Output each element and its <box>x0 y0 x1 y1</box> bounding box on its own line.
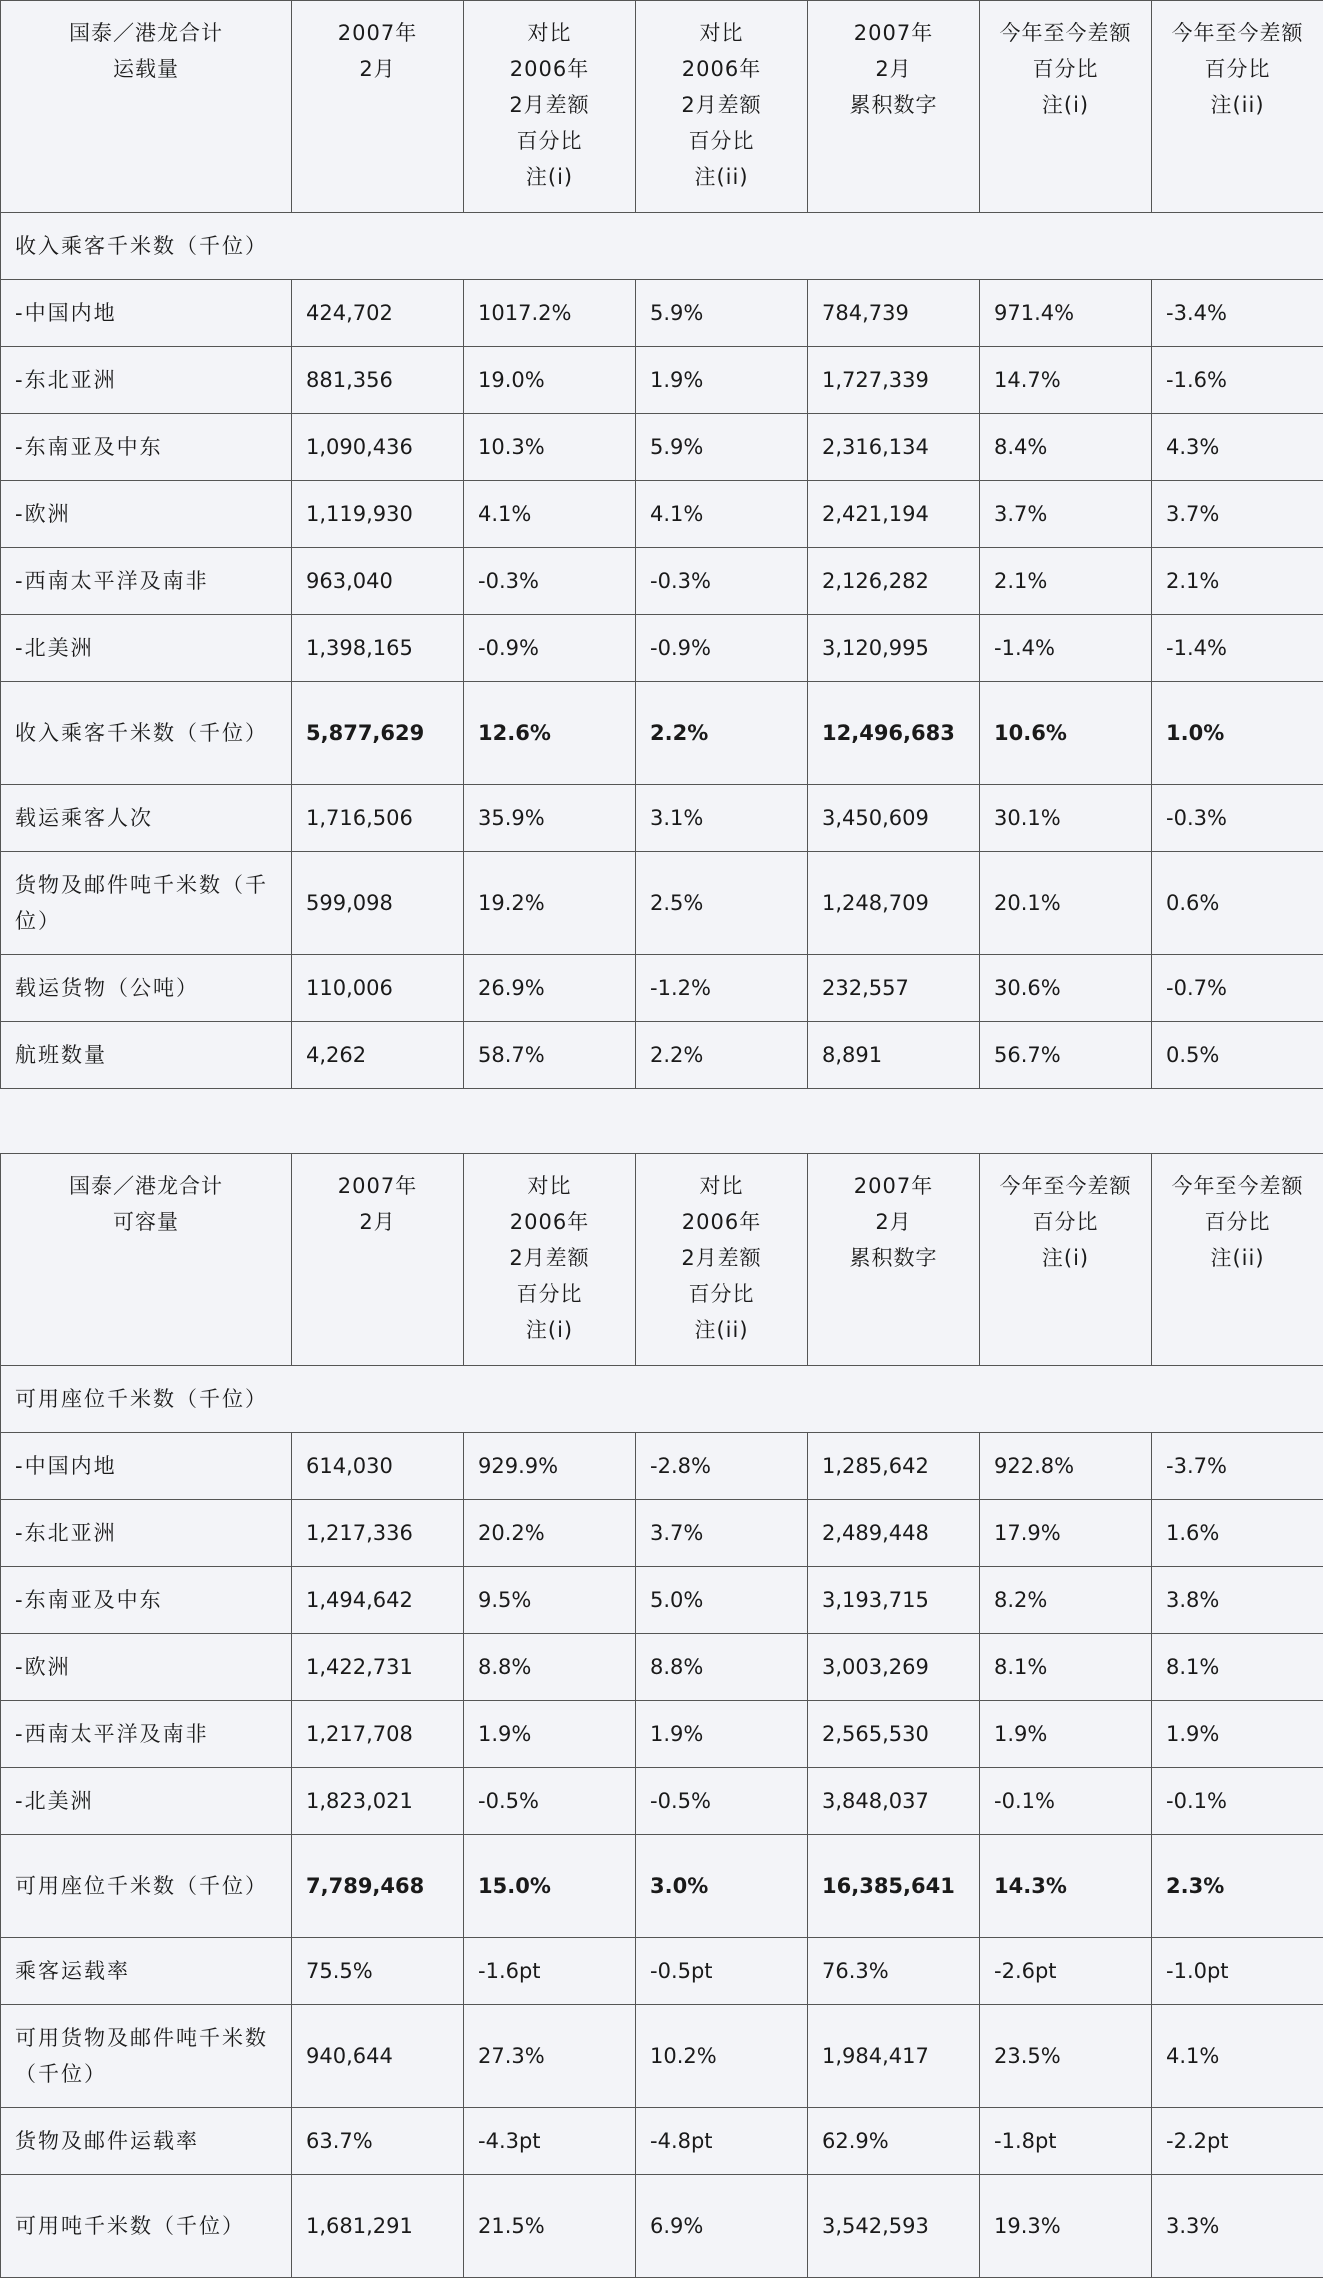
month-value: 4,262 <box>292 1022 464 1089</box>
ytd-i-value: 19.3% <box>980 2175 1152 2278</box>
ytd-ii-value: 8.1% <box>1152 1634 1323 1701</box>
change-ii-value: -4.8pt <box>636 2108 808 2175</box>
header-cell-change-ii: 对比 2006年 2月差额 百分比 注(ii) <box>636 1154 808 1366</box>
table-row <box>1 548 1323 615</box>
month-value: 963,040 <box>292 548 464 615</box>
header-row <box>1 1154 1323 1366</box>
table-row <box>1 2005 1323 2108</box>
ytd-ii-value: -3.4% <box>1152 280 1323 347</box>
ytd-i-value: 56.7% <box>980 1022 1152 1089</box>
change-i-value: 21.5% <box>464 2175 636 2278</box>
change-ii-value: 6.9% <box>636 2175 808 2278</box>
change-i-value: -0.3% <box>464 548 636 615</box>
header-cell-change-i: 对比 2006年 2月差额 百分比 注(i) <box>464 1154 636 1366</box>
row-label: -东北亚洲 <box>1 1500 292 1567</box>
table-row <box>1 1022 1323 1089</box>
change-ii-value: 2.2% <box>636 682 808 785</box>
cumulative-value: 3,848,037 <box>808 1768 980 1835</box>
ytd-i-value: 30.1% <box>980 785 1152 852</box>
cumulative-value: 1,727,339 <box>808 347 980 414</box>
change-i-value: -4.3pt <box>464 2108 636 2175</box>
month-value: 1,090,436 <box>292 414 464 481</box>
ytd-ii-value: 4.1% <box>1152 2005 1323 2108</box>
table-row <box>1 1500 1323 1567</box>
ytd-ii-value: -0.7% <box>1152 955 1323 1022</box>
traffic-table-header <box>1 1 1323 213</box>
row-label: -西南太平洋及南非 <box>1 1701 292 1768</box>
table-row <box>1 1768 1323 1835</box>
ytd-i-value: -1.8pt <box>980 2108 1152 2175</box>
ytd-i-value: 8.1% <box>980 1634 1152 1701</box>
row-label: 乘客运载率 <box>1 1938 292 2005</box>
ytd-i-value: 10.6% <box>980 682 1152 785</box>
capacity-table-header <box>1 1154 1323 1366</box>
ytd-i-value: 971.4% <box>980 280 1152 347</box>
header-cell-cumulative: 2007年 2月 累积数字 <box>808 1154 980 1366</box>
cumulative-value: 3,193,715 <box>808 1567 980 1634</box>
row-label: -欧洲 <box>1 1634 292 1701</box>
ytd-ii-value: -0.3% <box>1152 785 1323 852</box>
row-label: 收入乘客千米数（千位） <box>1 682 292 785</box>
row-label: 载运货物（公吨） <box>1 955 292 1022</box>
cumulative-value: 784,739 <box>808 280 980 347</box>
change-ii-value: -0.9% <box>636 615 808 682</box>
row-label: -东南亚及中东 <box>1 414 292 481</box>
table-row <box>1 2108 1323 2175</box>
change-i-value: 8.8% <box>464 1634 636 1701</box>
header-row <box>1 1 1323 213</box>
header-cell-ytd-i: 今年至今差额 百分比 注(i) <box>980 1154 1152 1366</box>
total-row <box>1 682 1323 785</box>
section-row <box>1 1366 1323 1433</box>
month-value: 614,030 <box>292 1433 464 1500</box>
ytd-ii-value: 0.6% <box>1152 852 1323 955</box>
change-i-value: -1.6pt <box>464 1938 636 2005</box>
change-i-value: 26.9% <box>464 955 636 1022</box>
table-row <box>1 280 1323 347</box>
change-i-value: 19.0% <box>464 347 636 414</box>
table-row <box>1 1634 1323 1701</box>
ytd-i-value: -0.1% <box>980 1768 1152 1835</box>
ytd-i-value: 23.5% <box>980 2005 1152 2108</box>
ytd-i-value: -1.4% <box>980 615 1152 682</box>
change-ii-value: 1.9% <box>636 1701 808 1768</box>
month-value: 424,702 <box>292 280 464 347</box>
month-value: 1,422,731 <box>292 1634 464 1701</box>
header-cell-change-ii: 对比 2006年 2月差额 百分比 注(ii) <box>636 1 808 213</box>
month-value: 940,644 <box>292 2005 464 2108</box>
change-i-value: 1.9% <box>464 1701 636 1768</box>
ytd-i-value: -2.6pt <box>980 1938 1152 2005</box>
change-ii-value: 1.9% <box>636 347 808 414</box>
cumulative-value: 1,248,709 <box>808 852 980 955</box>
header-cell-ytd-ii: 今年至今差额 百分比 注(ii) <box>1152 1154 1323 1366</box>
row-label: 可用吨千米数（千位） <box>1 2175 292 2278</box>
ytd-i-value: 2.1% <box>980 548 1152 615</box>
change-ii-value: -0.3% <box>636 548 808 615</box>
table-row <box>1 1567 1323 1634</box>
row-label: 货物及邮件运载率 <box>1 2108 292 2175</box>
ytd-ii-value: 1.6% <box>1152 1500 1323 1567</box>
ytd-i-value: 3.7% <box>980 481 1152 548</box>
row-label: -北美洲 <box>1 1768 292 1835</box>
table-row <box>1 1433 1323 1500</box>
total-row <box>1 1835 1323 1938</box>
ytd-i-value: 14.7% <box>980 347 1152 414</box>
ytd-ii-value: 2.3% <box>1152 1835 1323 1938</box>
change-ii-value: 5.9% <box>636 280 808 347</box>
ytd-ii-value: 1.9% <box>1152 1701 1323 1768</box>
table-row <box>1 2175 1323 2278</box>
month-value: 1,217,708 <box>292 1701 464 1768</box>
ytd-i-value: 30.6% <box>980 955 1152 1022</box>
ytd-ii-value: 3.3% <box>1152 2175 1323 2278</box>
change-i-value: 20.2% <box>464 1500 636 1567</box>
change-i-value: 10.3% <box>464 414 636 481</box>
change-ii-value: 4.1% <box>636 481 808 548</box>
row-label: -欧洲 <box>1 481 292 548</box>
table-row <box>1 615 1323 682</box>
month-value: 110,006 <box>292 955 464 1022</box>
ytd-i-value: 8.2% <box>980 1567 1152 1634</box>
cumulative-value: 232,557 <box>808 955 980 1022</box>
cumulative-value: 1,285,642 <box>808 1433 980 1500</box>
section-label: 可用座位千米数（千位） <box>1 1366 1323 1433</box>
table-row <box>1 347 1323 414</box>
month-value: 1,119,930 <box>292 481 464 548</box>
table-row <box>1 1701 1323 1768</box>
ytd-ii-value: 3.7% <box>1152 481 1323 548</box>
ytd-ii-value: -2.2pt <box>1152 2108 1323 2175</box>
change-ii-value: -1.2% <box>636 955 808 1022</box>
header-cell-category: 国泰／港龙合计 可容量 <box>1 1154 292 1366</box>
table-row <box>1 852 1323 955</box>
row-label: -北美洲 <box>1 615 292 682</box>
section-label: 收入乘客千米数（千位） <box>1 213 1323 280</box>
change-i-value: 4.1% <box>464 481 636 548</box>
row-label: 可用货物及邮件吨千米数（千位） <box>1 2005 292 2108</box>
cumulative-value: 3,003,269 <box>808 1634 980 1701</box>
change-ii-value: 2.5% <box>636 852 808 955</box>
ytd-ii-value: -1.6% <box>1152 347 1323 414</box>
table-row <box>1 955 1323 1022</box>
change-ii-value: 8.8% <box>636 1634 808 1701</box>
change-ii-value: 5.0% <box>636 1567 808 1634</box>
cumulative-value: 76.3% <box>808 1938 980 2005</box>
cumulative-value: 2,565,530 <box>808 1701 980 1768</box>
change-i-value: 15.0% <box>464 1835 636 1938</box>
cumulative-value: 2,489,448 <box>808 1500 980 1567</box>
cumulative-value: 2,316,134 <box>808 414 980 481</box>
ytd-i-value: 8.4% <box>980 414 1152 481</box>
change-ii-value: 3.0% <box>636 1835 808 1938</box>
table-row <box>1 1938 1323 2005</box>
month-value: 63.7% <box>292 2108 464 2175</box>
change-i-value: 19.2% <box>464 852 636 955</box>
cumulative-value: 8,891 <box>808 1022 980 1089</box>
capacity-table <box>0 1153 1323 2278</box>
header-cell-month: 2007年 2月 <box>292 1154 464 1366</box>
row-label: 可用座位千米数（千位） <box>1 1835 292 1938</box>
cumulative-value: 3,450,609 <box>808 785 980 852</box>
change-ii-value: -2.8% <box>636 1433 808 1500</box>
month-value: 1,716,506 <box>292 785 464 852</box>
month-value: 1,398,165 <box>292 615 464 682</box>
ytd-i-value: 17.9% <box>980 1500 1152 1567</box>
cumulative-value: 1,984,417 <box>808 2005 980 2108</box>
month-value: 1,823,021 <box>292 1768 464 1835</box>
change-i-value: 929.9% <box>464 1433 636 1500</box>
change-i-value: 35.9% <box>464 785 636 852</box>
cumulative-value: 2,421,194 <box>808 481 980 548</box>
month-value: 599,098 <box>292 852 464 955</box>
row-label: -中国内地 <box>1 1433 292 1500</box>
ytd-i-value: 14.3% <box>980 1835 1152 1938</box>
row-label: -东北亚洲 <box>1 347 292 414</box>
month-value: 881,356 <box>292 347 464 414</box>
cumulative-value: 62.9% <box>808 2108 980 2175</box>
table-row <box>1 414 1323 481</box>
ytd-i-value: 922.8% <box>980 1433 1152 1500</box>
cumulative-value: 3,120,995 <box>808 615 980 682</box>
row-label: -西南太平洋及南非 <box>1 548 292 615</box>
change-i-value: 58.7% <box>464 1022 636 1089</box>
change-i-value: 9.5% <box>464 1567 636 1634</box>
change-i-value: 27.3% <box>464 2005 636 2108</box>
row-label: -中国内地 <box>1 280 292 347</box>
header-cell-ytd-i: 今年至今差额 百分比 注(i) <box>980 1 1152 213</box>
ytd-i-value: 20.1% <box>980 852 1152 955</box>
header-cell-month: 2007年 2月 <box>292 1 464 213</box>
change-i-value: -0.9% <box>464 615 636 682</box>
ytd-ii-value: -3.7% <box>1152 1433 1323 1500</box>
cumulative-value: 16,385,641 <box>808 1835 980 1938</box>
change-ii-value: -0.5pt <box>636 1938 808 2005</box>
capacity-table-body <box>1 1366 1323 2278</box>
traffic-table <box>0 0 1323 1089</box>
ytd-i-value: 1.9% <box>980 1701 1152 1768</box>
change-ii-value: -0.5% <box>636 1768 808 1835</box>
traffic-table-body <box>1 213 1323 1089</box>
ytd-ii-value: -0.1% <box>1152 1768 1323 1835</box>
ytd-ii-value: 4.3% <box>1152 414 1323 481</box>
ytd-ii-value: -1.0pt <box>1152 1938 1323 2005</box>
table-row <box>1 481 1323 548</box>
ytd-ii-value: 0.5% <box>1152 1022 1323 1089</box>
month-value: 5,877,629 <box>292 682 464 785</box>
ytd-ii-value: 1.0% <box>1152 682 1323 785</box>
row-label: 货物及邮件吨千米数（千位） <box>1 852 292 955</box>
cumulative-value: 2,126,282 <box>808 548 980 615</box>
ytd-ii-value: 2.1% <box>1152 548 1323 615</box>
change-i-value: 1017.2% <box>464 280 636 347</box>
header-cell-cumulative: 2007年 2月 累积数字 <box>808 1 980 213</box>
header-cell-change-i: 对比 2006年 2月差额 百分比 注(i) <box>464 1 636 213</box>
month-value: 1,681,291 <box>292 2175 464 2278</box>
row-label: 航班数量 <box>1 1022 292 1089</box>
month-value: 7,789,468 <box>292 1835 464 1938</box>
change-ii-value: 5.9% <box>636 414 808 481</box>
ytd-ii-value: -1.4% <box>1152 615 1323 682</box>
table-row <box>1 785 1323 852</box>
change-ii-value: 3.1% <box>636 785 808 852</box>
change-i-value: -0.5% <box>464 1768 636 1835</box>
row-label: 载运乘客人次 <box>1 785 292 852</box>
section-row <box>1 213 1323 280</box>
month-value: 1,217,336 <box>292 1500 464 1567</box>
month-value: 1,494,642 <box>292 1567 464 1634</box>
header-cell-category: 国泰／港龙合计 运载量 <box>1 1 292 213</box>
month-value: 75.5% <box>292 1938 464 2005</box>
change-ii-value: 3.7% <box>636 1500 808 1567</box>
header-cell-ytd-ii: 今年至今差额 百分比 注(ii) <box>1152 1 1323 213</box>
cumulative-value: 3,542,593 <box>808 2175 980 2278</box>
cumulative-value: 12,496,683 <box>808 682 980 785</box>
change-ii-value: 10.2% <box>636 2005 808 2108</box>
row-label: -东南亚及中东 <box>1 1567 292 1634</box>
ytd-ii-value: 3.8% <box>1152 1567 1323 1634</box>
change-ii-value: 2.2% <box>636 1022 808 1089</box>
change-i-value: 12.6% <box>464 682 636 785</box>
